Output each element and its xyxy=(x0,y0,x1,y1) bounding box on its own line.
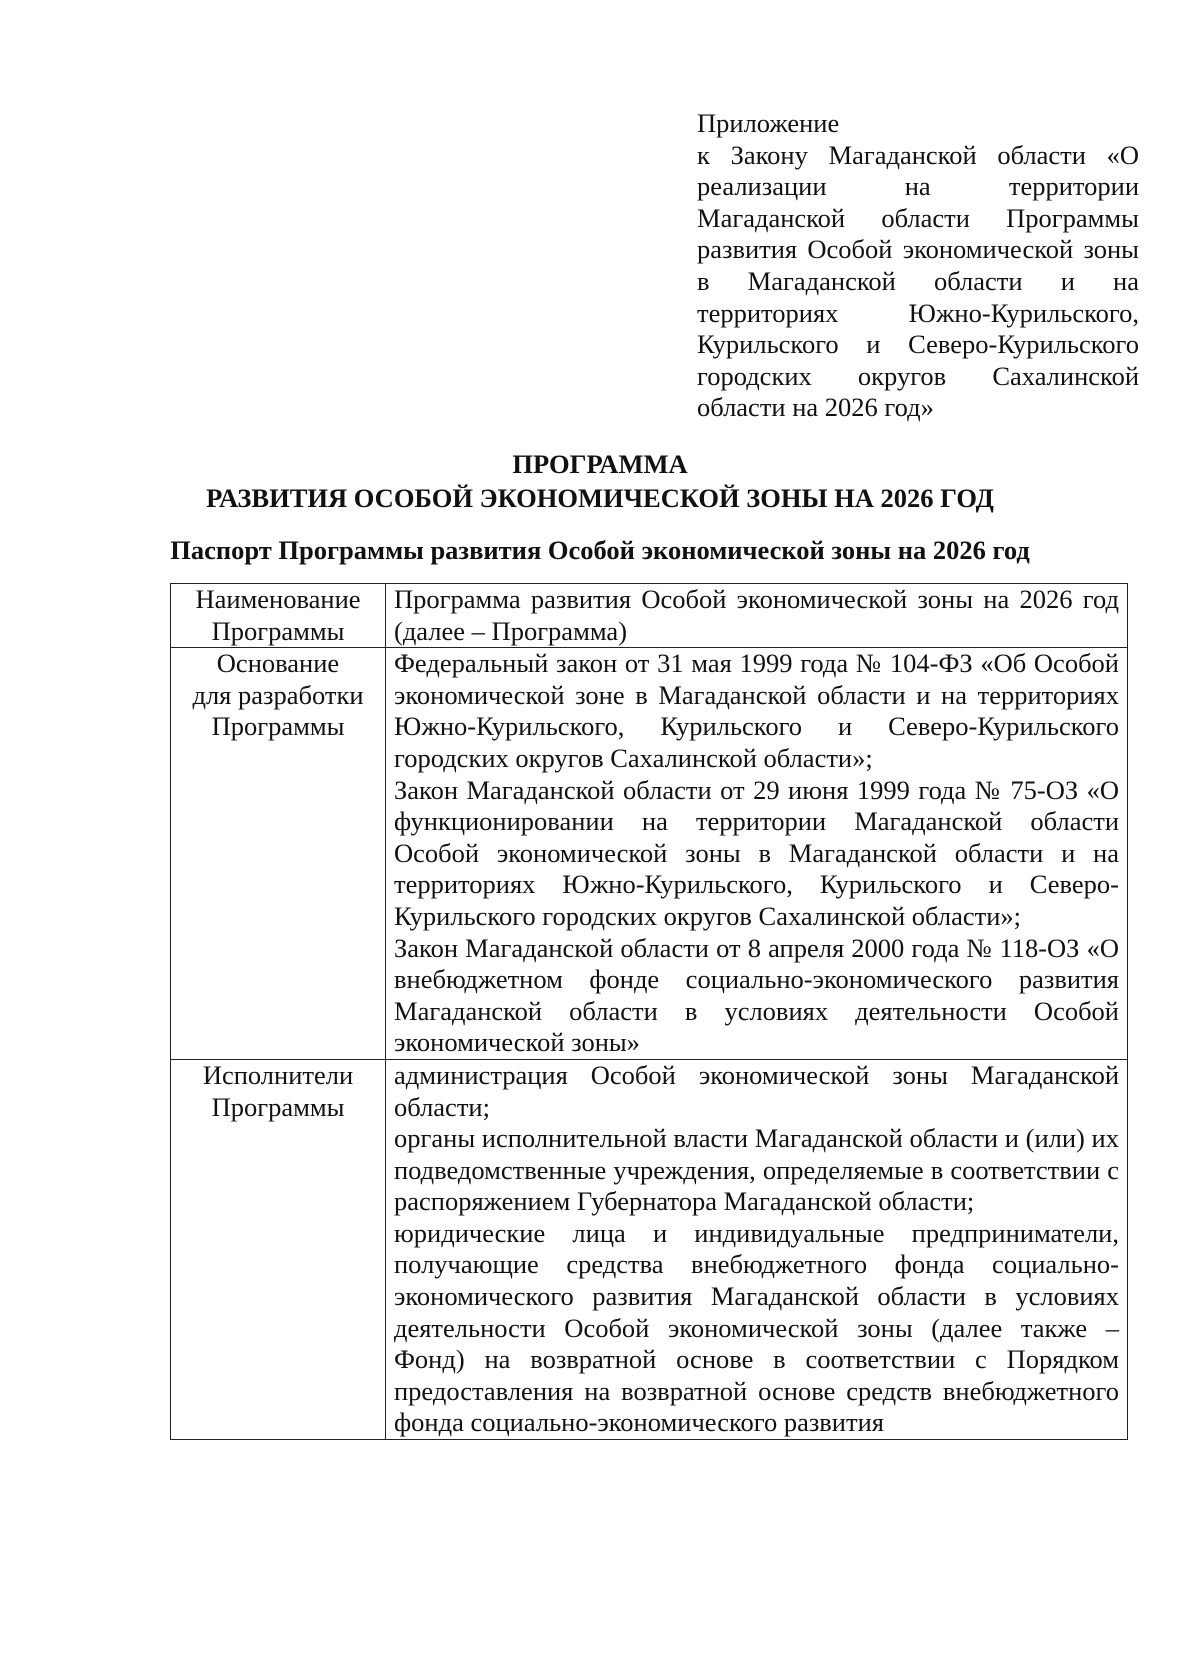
value-paragraph: Закон Магаданской области от 29 июня 1999 года № 75-ОЗ «О функционировании на территории Магаданской области Особой экономической зоны в Магаданской области и на территориях Южно-Курильского, Курильского и Северо-Курильского городских округов Сахалинской области»; xyxy=(394,774,1119,931)
value-paragraph: юридические лица и индивидуальные предприниматели, получающие средства внебюджетного фонда социально-экономического развития Магаданской области в условиях деятельности Особой экономической зоны (далее также – Фонд) на возвратной основе в соответствии с Порядком предоставления на возвратной основе средств внебюджетного фонда социально-экономического развития xyxy=(394,1217,1119,1438)
label-line: Основание xyxy=(216,648,340,679)
value-cell xyxy=(386,1059,1128,1439)
passport-table xyxy=(170,583,1128,1440)
label-cell xyxy=(171,648,386,1060)
value-paragraph: органы исполнительной власти Магаданской области и (или) их подведомственные учреждения, определяемые в соответствии с распоряжением Губернатора Магаданской области; xyxy=(394,1123,1119,1217)
label-line: Программы xyxy=(211,1091,345,1122)
annex-block xyxy=(697,108,1139,424)
value-cell xyxy=(386,648,1128,1060)
label-line: Исполнители xyxy=(202,1059,354,1090)
annex-body: к Закону Магаданской области «О реализации на территории Магаданской области Программы развития Особой экономической зоны в Магаданской области и на территориях Южно-Курильского, Курильского и Северо-Курильского городских округов Сахалинской области на 2026 год» xyxy=(697,139,1139,423)
value-paragraph: администрация Особой экономической зоны Магаданской области; xyxy=(394,1059,1119,1122)
document-title-line-1: ПРОГРАММА xyxy=(512,449,688,479)
label-cell xyxy=(171,584,386,648)
value-paragraph: Федеральный закон от 31 мая 1999 года № 104-ФЗ «Об Особой экономической зоне в Магаданской области и на территориях Южно-Курильского, Курильского и Северо-Курильского городских округов Сахалинской области»; xyxy=(394,648,1119,773)
label-line: Наименование xyxy=(195,584,361,614)
label-cell xyxy=(171,1059,386,1439)
passport-title: Паспорт Программы развития Особой экономической зоны на 2026 год xyxy=(170,535,1030,565)
table-row-program-name xyxy=(171,584,1128,648)
label-line: Программы xyxy=(211,711,345,742)
value-paragraph: Закон Магаданской области от 8 апреля 2000 года № 118-ОЗ «О внебюджетном фонде социально-экономического развития Магаданской области в условиях деятельности Особой экономической зоны» xyxy=(394,932,1119,1058)
value-cell xyxy=(386,584,1128,648)
document-title-line-2: РАЗВИТИЯ ОСОБОЙ ЭКОНОМИЧЕСКОЙ ЗОНЫ НА 2026 ГОД xyxy=(206,483,994,513)
label-line: Программы xyxy=(211,615,345,646)
table-row-executors xyxy=(171,1059,1128,1439)
table-row-basis xyxy=(171,648,1128,1060)
label-line: для разработки xyxy=(192,679,364,710)
value-paragraph: Программа развития Особой экономической зоны на 2026 год (далее – Программа) xyxy=(394,584,1119,646)
annex-title: Приложение xyxy=(697,108,840,138)
